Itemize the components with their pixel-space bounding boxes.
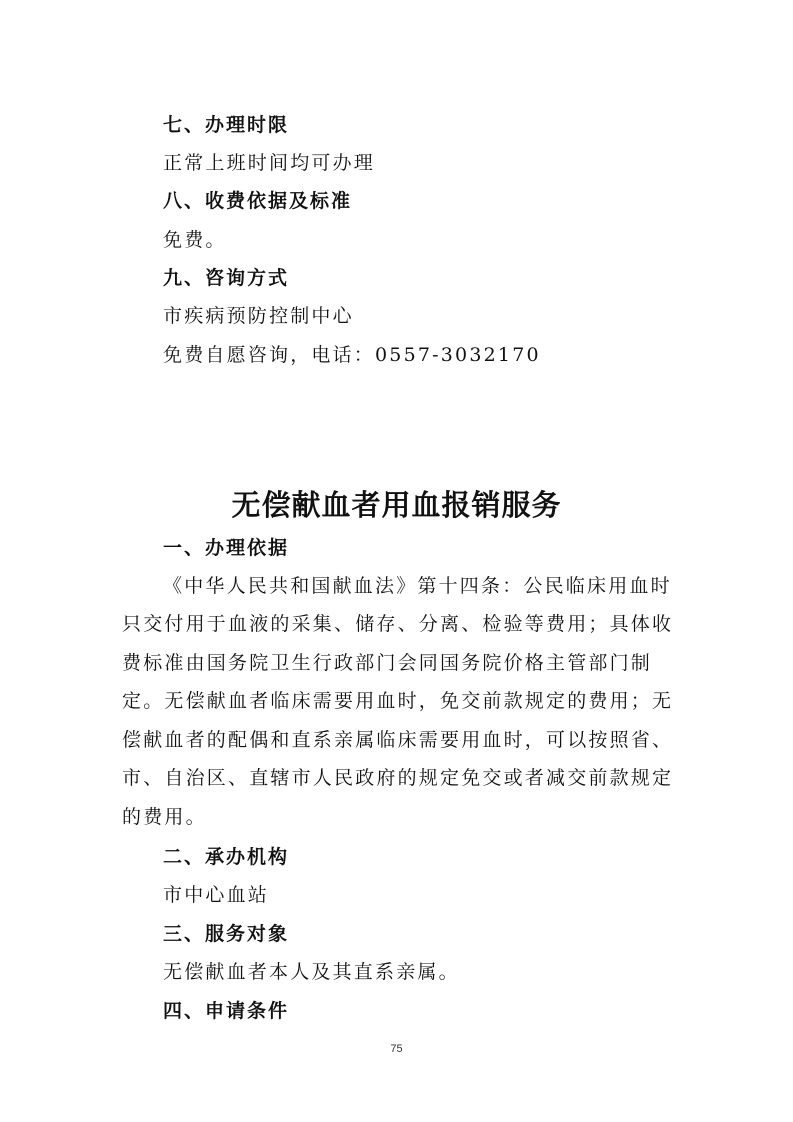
body-line: 市、自治区、直辖市人民政府的规定免交或者减交前款规定 [122, 767, 674, 789]
paragraph-organization: 市中心血站 [163, 884, 270, 906]
heading-organization: 二、承办机构 [163, 846, 290, 868]
body-line: 只交付用于血液的采集、储存、分离、检验等费用；具体收 [122, 613, 674, 635]
heading-basis: 一、办理依据 [163, 537, 290, 559]
body-line: 偿献血者的配偶和直系亲属临床需要用血时，可以按照省、 [122, 729, 674, 751]
paragraph-consult-org: 市疾病预防控制中心 [163, 305, 354, 327]
paragraph-fee: 免费。 [163, 229, 227, 251]
paragraph-consult-phone: 免费自愿咨询，电话：0557-3032170 [163, 344, 541, 366]
heading-consultation: 九、咨询方式 [163, 267, 290, 289]
body-line: 费标准由国务院卫生行政部门会同国务院价格主管部门制 [122, 652, 653, 674]
heading-time-limit: 七、办理时限 [163, 114, 290, 136]
heading-service-target: 三、服务对象 [163, 923, 290, 945]
paragraph-time-limit: 正常上班时间均可办理 [163, 152, 376, 174]
paragraph-service-target: 无偿献血者本人及其直系亲属。 [163, 961, 460, 983]
body-line: 《中华人民共和国献血法》第十四条：公民临床用血时 [163, 575, 672, 597]
body-line: 的费用。 [122, 806, 207, 828]
body-line: 定。无偿献血者临床需要用血时，免交前款规定的费用；无 [122, 690, 674, 712]
page-number: 75 [390, 1043, 403, 1055]
heading-fee-basis: 八、收费依据及标准 [163, 190, 353, 212]
section-title: 无偿献血者用血报销服务 [231, 488, 562, 522]
heading-conditions: 四、申请条件 [163, 1000, 290, 1022]
